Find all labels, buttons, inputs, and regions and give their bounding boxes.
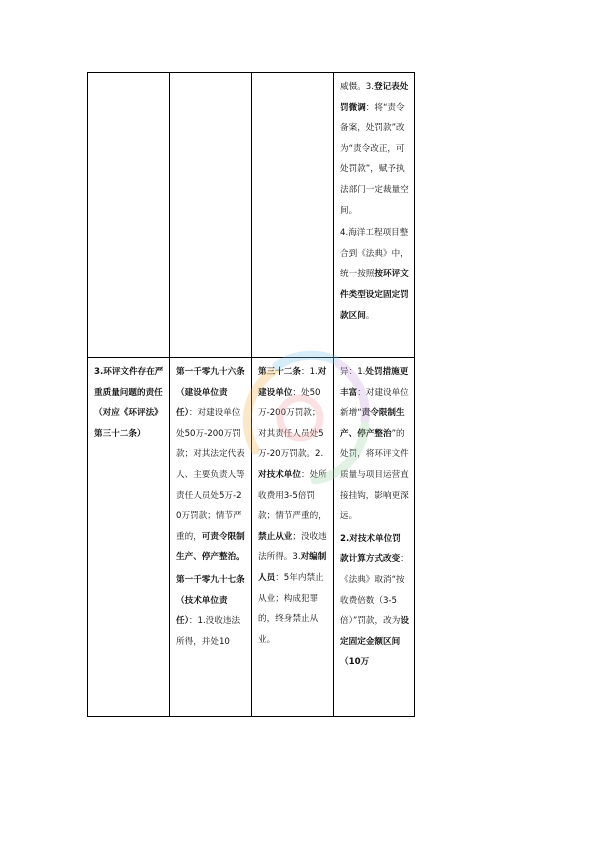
bold-text-run: 可责令限制生产、停产整治。 <box>176 531 245 563</box>
cell-paragraph <box>176 570 246 652</box>
text-run: ：处50万-200万罚款；对其责任人员处5万-20万罚款。2. <box>258 387 324 460</box>
text-run: 4.海洋工程项目整合到《法典》中，统一按照 <box>340 228 409 280</box>
bold-text-run: 禁止从业 <box>258 531 293 542</box>
bold-text-run: 对技术单位 <box>258 469 301 480</box>
text-run: 异：1. <box>340 367 366 377</box>
table-cell-empty <box>170 73 252 358</box>
comparison-table <box>87 72 415 717</box>
text-run: 。 <box>365 310 375 321</box>
table-cell-eia-law-provisions <box>252 358 334 717</box>
text-run: ；没收违法所得。3. <box>258 531 327 563</box>
table-cell-empty <box>88 73 170 358</box>
text-run: ：《法典》取消“按收费倍数（3-5倍）”罚款，改为 <box>340 554 409 627</box>
text-run: ：1.没收违法所得，并处10 <box>176 616 241 647</box>
text-run: ”的处罚，将环评文件质量与项目运营直接挂钩，影响更深远。 <box>340 428 409 522</box>
bold-text-run: 第一千零九十七条（技术单位责任） <box>176 574 245 627</box>
cell-paragraph <box>176 362 246 568</box>
bold-text-run: 按环评文件类型设定固定罚款区间 <box>340 269 409 321</box>
cell-paragraph <box>340 362 409 527</box>
table-cell-differences-continued <box>334 73 415 358</box>
table-cell-differences <box>334 358 415 717</box>
cell-paragraph <box>340 77 409 221</box>
bold-text-run: 对编制人员 <box>258 552 327 583</box>
table-row <box>88 358 415 717</box>
text-run: ：对建设单位处50万-200万罚款；对其法定代表人、主要负责人等责任人员处5万-20万罚款；情节严重的， <box>176 408 245 542</box>
text-run: ：对建设单位新增“ <box>340 387 409 419</box>
bold-text-run: 责令限制生产、停产整治 <box>340 408 405 439</box>
bold-text-run: 3.环评文件存在严重质量问题的责任（对应《环评法》第三十二条） <box>94 367 164 439</box>
text-run: ：处所收费用3-5倍罚款；情节严重的， <box>258 469 327 522</box>
bold-text-run: 2.对技术单位罚款计算方式改变 <box>340 533 401 565</box>
table-cell-empty <box>252 73 334 358</box>
bold-text-run: 处罚措施更丰富 <box>340 367 409 398</box>
bold-text-run: 第一千零九十六条（建设单位责任） <box>176 367 245 419</box>
bold-text-run: 对建设单位 <box>258 367 327 398</box>
text-run: ：1. <box>300 367 318 377</box>
bold-text-run: 登记表处罚微调 <box>340 82 409 113</box>
cell-paragraph <box>94 362 164 444</box>
table-cell-code-provisions <box>170 358 252 717</box>
text-run: ：将“责令备案，处罚款”改为“责令改正，可处罚款”，赋予执法部门一定裁量空间。 <box>340 102 409 216</box>
cell-paragraph <box>340 223 409 326</box>
cell-paragraph <box>258 362 328 650</box>
table-row <box>88 73 415 358</box>
text-run: 威慑。3. <box>340 82 374 92</box>
table-cell-issue-title <box>88 358 170 717</box>
text-run: ：5年内禁止从业；构成犯罪的，终身禁止从业。 <box>258 572 324 645</box>
bold-text-run: 第三十二条 <box>258 367 301 377</box>
bold-text-run: 设定固定金额区间（10万 <box>340 616 409 668</box>
cell-paragraph <box>340 529 409 673</box>
